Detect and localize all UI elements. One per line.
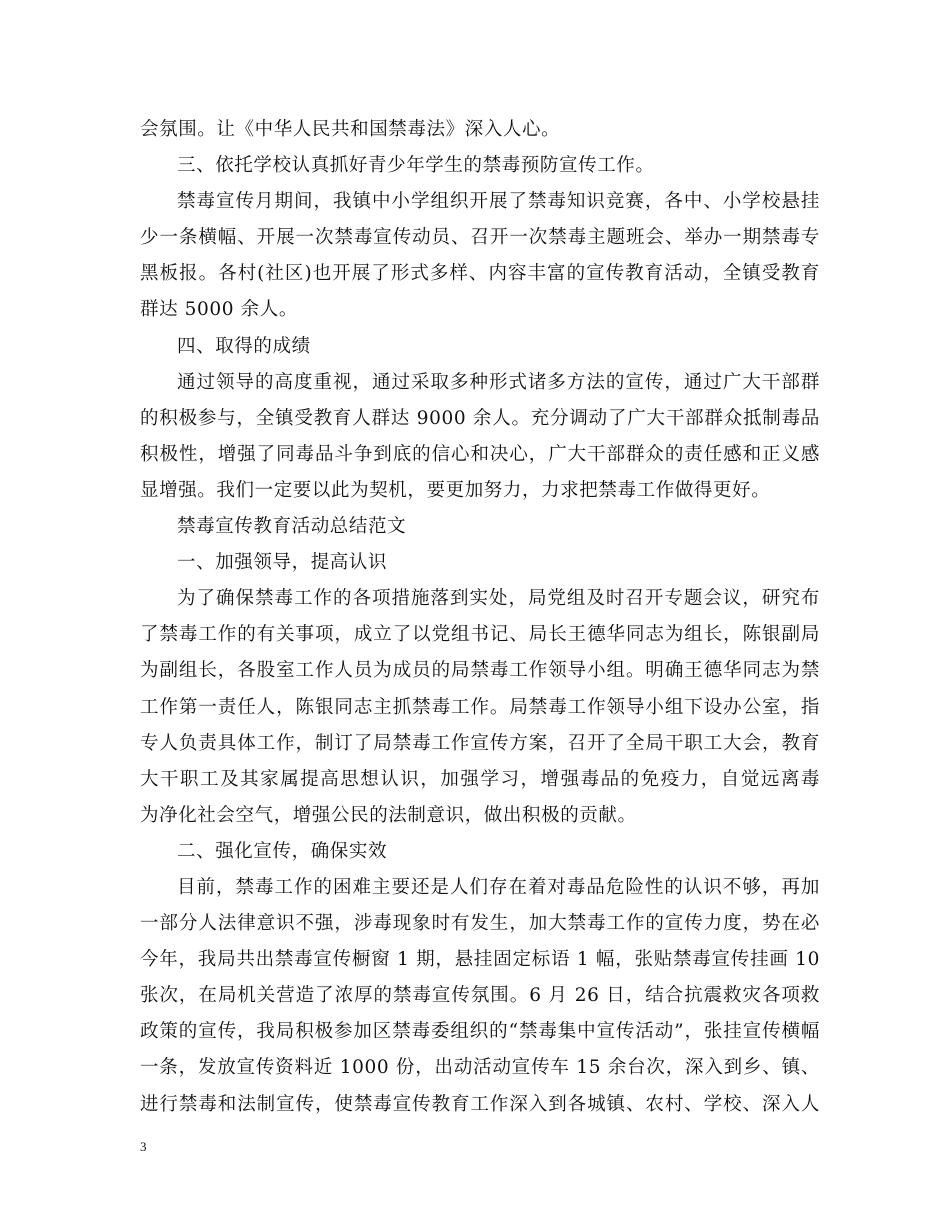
text-line: 的积极参与，全镇受教育人群达 9000 余人。充分调动了广大干部群众抵制毒品 — [140, 407, 820, 429]
page-number: 3 — [140, 1139, 147, 1154]
text-line: 群达 5000 余人。 — [140, 299, 298, 321]
text-line: 为了确保禁毒工作的各项措施落到实处，局党组及时召开专题会议，研究布 — [177, 588, 820, 610]
text-line: 进行禁毒和法制宣传，使禁毒宣传教育工作深入到各城镇、农村、学校、深入人 — [140, 1093, 820, 1115]
text-line: 为副组长，各股室工作人员为成员的局禁毒工作领导小组。明确王德华同志为禁 — [140, 660, 820, 682]
text-line: 禁毒宣传月期间，我镇中小学组织开展了禁毒知识竞赛，各中、小学校悬挂 — [177, 191, 820, 213]
text-line: 为净化社会空气，增强公民的法制意识，做出积极的贡献。 — [140, 804, 637, 826]
text-line: 政策的宣传，我局积极参加区禁毒委组织的“禁毒集中宣传活动”，张挂宣传横幅 — [140, 1021, 820, 1043]
section-heading: 一、加强领导，提高认识 — [177, 552, 388, 574]
text-line: 积极性，增强了同毒品斗争到底的信心和决心，广大干部群众的责任感和正义感 — [140, 443, 820, 465]
text-line: 会氛围。让《中华人民共和国禁毒法》深入人心。 — [140, 119, 561, 140]
text-line: 黑板报。各村(社区)也开展了形式多样、内容丰富的宣传教育活动，全镇受教育 — [140, 263, 820, 285]
text-line: 一部分人法律意识不强，涉毒现象时有发生，加大禁毒工作的宣传力度，势在必 — [140, 913, 820, 935]
text-line: 今年，我局共出禁毒宣传橱窗 1 期，悬挂固定标语 1 幅，张贴禁毒宣传挂画 10 — [140, 949, 820, 971]
section-heading: 三、依托学校认真抓好青少年学生的禁毒预防宣传工作。 — [177, 155, 655, 177]
text-line: 显增强。我们一定要以此为契机，要更加努力，力求把禁毒工作做得更好。 — [140, 479, 771, 501]
document-body — [140, 112, 820, 1123]
text-line: 工作第一责任人，陈银同志主抓禁毒工作。局禁毒工作领导小组下设办公室，指 — [140, 696, 820, 718]
section-heading: 四、取得的成绩 — [177, 335, 311, 357]
section-heading: 二、强化宣传，确保实效 — [177, 840, 388, 862]
text-line: 通过领导的高度重视，通过采取多种形式诸多方法的宣传，通过广大干部群 — [177, 371, 820, 393]
text-line: 专人负责具体工作，制订了局禁毒工作宣传方案，召开了全局干职工大会，教育 — [140, 732, 820, 754]
text-line: 了禁毒工作的有关事项，成立了以党组书记、局长王德华同志为组长，陈银副局 — [140, 624, 820, 646]
text-line: 大干职工及其家属提高思想认识，加强学习，增强毒品的免疫力，自觉远离毒 — [140, 768, 820, 790]
document-title: 禁毒宣传教育活动总结范文 — [177, 516, 407, 538]
text-line: 张次，在局机关营造了浓厚的禁毒宣传氛围。6 月 26 日，结合抗震救灾各项救 — [140, 985, 820, 1007]
text-line: 目前，禁毒工作的困难主要还是人们存在着对毒品危险性的认识不够，再加 — [177, 876, 820, 898]
text-line: 少一条横幅、开展一次禁毒宣传动员、召开一次禁毒主题班会、举办一期禁毒专 — [140, 227, 820, 249]
text-line: 一条，发放宣传资料近 1000 份，出动活动宣传车 15 余台次，深入到乡、镇、 — [140, 1057, 820, 1079]
